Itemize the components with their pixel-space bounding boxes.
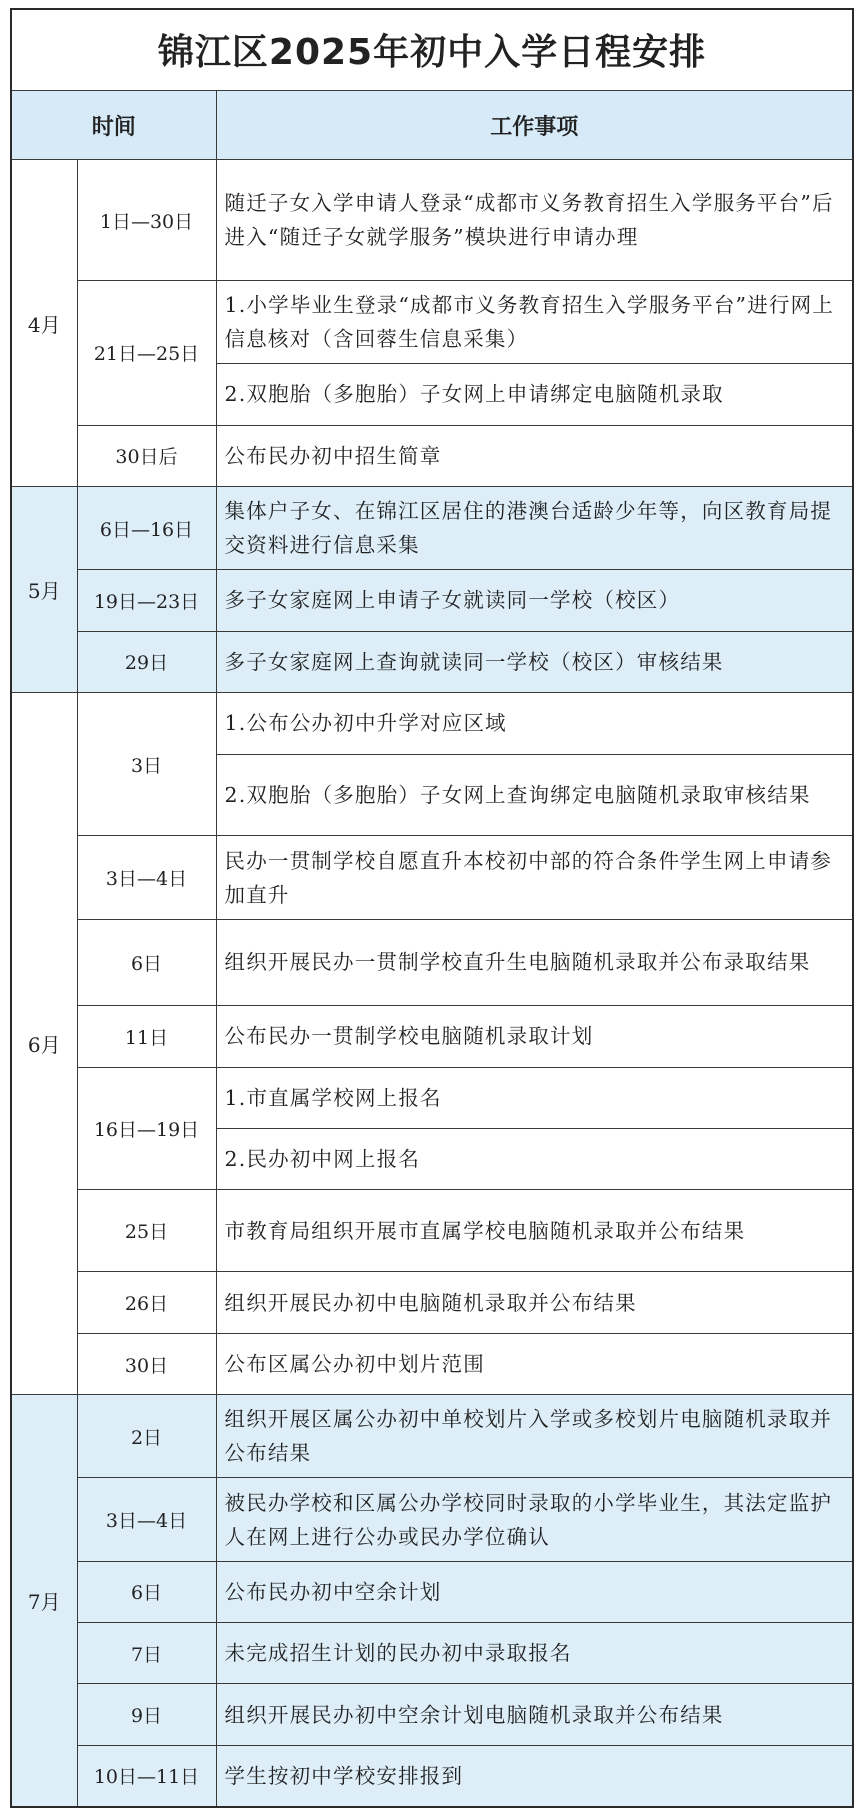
month-label: 4月 [11, 160, 77, 487]
work-item: 组织开展民办一贯制学校直升生电脑随机录取并公布录取结果 [216, 919, 853, 1006]
date-cell: 30日后 [77, 425, 216, 486]
table-row [11, 1745, 853, 1807]
table-row [11, 693, 853, 754]
date-cell: 6日 [77, 919, 216, 1006]
work-item: 多子女家庭网上申请子女就读同一学校（校区） [216, 570, 853, 631]
work-item: 公布民办一贯制学校电脑随机录取计划 [216, 1006, 853, 1067]
table-row [11, 1478, 853, 1561]
table-row [11, 1067, 853, 1128]
date-cell: 7日 [77, 1623, 216, 1684]
work-item: 公布区属公办初中划片范围 [216, 1333, 853, 1394]
table-row [11, 487, 853, 570]
schedule-table [10, 8, 854, 1808]
page-title: 锦江区2025年初中入学日程安排 [11, 9, 853, 90]
date-cell: 6日—16日 [77, 487, 216, 570]
table-row [11, 1333, 853, 1394]
header-work: 工作事项 [216, 90, 853, 159]
table-row [11, 1561, 853, 1622]
work-item: 1.小学毕业生登录“成都市义务教育招生入学服务平台”进行网上信息核对（含回蓉生信息采集） [216, 280, 853, 363]
work-item: 公布民办初中空余计划 [216, 1561, 853, 1622]
table-row [11, 160, 853, 281]
work-item: 组织开展民办初中空余计划电脑随机录取并公布结果 [216, 1684, 853, 1745]
date-cell: 10日—11日 [77, 1745, 216, 1807]
work-item: 民办一贯制学校自愿直升本校初中部的符合条件学生网上申请参加直升 [216, 836, 853, 919]
work-item: 学生按初中学校安排报到 [216, 1745, 853, 1807]
table-row [11, 280, 853, 363]
header-time: 时间 [11, 90, 216, 159]
date-cell: 30日 [77, 1333, 216, 1394]
work-item: 多子女家庭网上查询就读同一学校（校区）审核结果 [216, 631, 853, 692]
table-row [11, 570, 853, 631]
work-item: 组织开展民办初中电脑随机录取并公布结果 [216, 1272, 853, 1333]
work-item: 随迁子女入学申请人登录“成都市义务教育招生入学服务平台”后进入“随迁子女就学服务”模块进行申请办理 [216, 160, 853, 281]
date-cell: 3日 [77, 693, 216, 836]
work-item: 集体户子女、在锦江区居住的港澳台适龄少年等，向区教育局提交资料进行信息采集 [216, 487, 853, 570]
work-item: 未完成招生计划的民办初中录取报名 [216, 1623, 853, 1684]
date-cell: 6日 [77, 1561, 216, 1622]
work-item: 1.公布公办初中升学对应区域 [216, 693, 853, 754]
table-row [11, 1623, 853, 1684]
table-row [11, 631, 853, 692]
date-cell: 2日 [77, 1395, 216, 1478]
date-cell: 9日 [77, 1684, 216, 1745]
month-label: 5月 [11, 487, 77, 693]
date-cell: 11日 [77, 1006, 216, 1067]
title-row [11, 9, 853, 90]
date-cell: 29日 [77, 631, 216, 692]
date-cell: 3日—4日 [77, 1478, 216, 1561]
table-row [11, 1006, 853, 1067]
work-item: 组织开展区属公办初中单校划片入学或多校划片电脑随机录取并公布结果 [216, 1395, 853, 1478]
work-item: 市教育局组织开展市直属学校电脑随机录取并公布结果 [216, 1190, 853, 1272]
table-row [11, 425, 853, 486]
date-cell: 3日—4日 [77, 836, 216, 919]
month-label: 6月 [11, 693, 77, 1395]
date-cell: 26日 [77, 1272, 216, 1333]
table-row [11, 1190, 853, 1272]
work-item: 被民办学校和区属公办学校同时录取的小学毕业生，其法定监护人在网上进行公办或民办学位确认 [216, 1478, 853, 1561]
work-item: 公布民办初中招生简章 [216, 425, 853, 486]
table-row [11, 836, 853, 919]
month-label: 7月 [11, 1395, 77, 1807]
date-cell: 21日—25日 [77, 280, 216, 425]
work-item: 2.双胞胎（多胞胎）子女网上申请绑定电脑随机录取 [216, 364, 853, 425]
date-cell: 1日—30日 [77, 160, 216, 281]
work-item: 2.双胞胎（多胞胎）子女网上查询绑定电脑随机录取审核结果 [216, 754, 853, 836]
header-row [11, 90, 853, 159]
date-cell: 25日 [77, 1190, 216, 1272]
work-item: 2.民办初中网上报名 [216, 1129, 853, 1190]
table-row [11, 919, 853, 1006]
table-row [11, 1684, 853, 1745]
date-cell: 19日—23日 [77, 570, 216, 631]
date-cell: 16日—19日 [77, 1067, 216, 1190]
table-row [11, 1395, 853, 1478]
work-item: 1.市直属学校网上报名 [216, 1067, 853, 1128]
table-row [11, 1272, 853, 1333]
